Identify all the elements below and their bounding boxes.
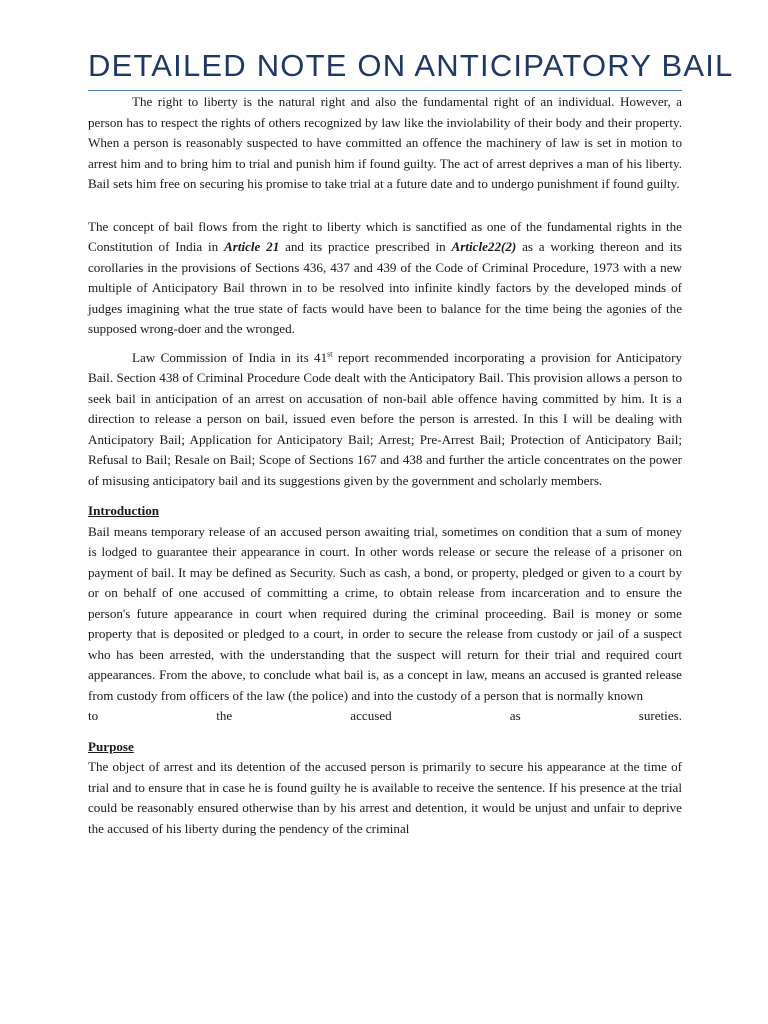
paragraph-introduction-last-line: to the accused as sureties. <box>88 708 682 723</box>
purpose-heading: Purpose <box>88 738 134 754</box>
paragraph-law-commission <box>88 348 682 492</box>
title-divider <box>88 90 682 91</box>
document-body <box>88 92 682 839</box>
page-title: DETAILED NOTE ON ANTICIPATORY BAIL <box>88 48 734 83</box>
ordinal-suffix: st <box>327 349 333 359</box>
introduction-heading: Introduction <box>88 503 160 518</box>
paragraph-liberty: The right to liberty is the natural right and also the fundamental right of an individual. However, a person has to respect the rights of others recognized by law like the inviolability of their body and their property. When a person is reasonably suspected to have committed an offence the machinery of law is set in motion to arrest him and to bring him to trial and punish him if found guilty. The act of arrest deprives a man of his liberty. Bail sets him free on securing his promise to take trial at a future date and to undergo punishment if found guilty. <box>88 94 682 191</box>
text-span: as a working thereon and its corollaries in the provisions of Sections 436, 437 and 439 of the Code of Criminal Procedure, 1973 with a new multiple of Anticipatory Bail thrown in to be resolved into infinite kindly factors by the developed minds of judges imagining what the true state of facts would have been to balance for the time being the agonies of the supposed wrong-doer and the wronged. <box>88 239 683 336</box>
text-span: and its practice prescribed in <box>279 239 452 254</box>
text-span: Law Commission of India in its 41 <box>132 349 328 365</box>
paragraph-introduction: Bail means temporary release of an accused person awaiting trial, sometimes on condition that a sum of money is lodged to guarantee their appearance in court. In other words release or secure the release of a prisoner on payment of bail. It may be defined as Security. Such as cash, a bond, or property, pledged or given to a court by or on behalf of one accused of committing a crime, to obtain release from incarceration and to ensure the person's future appearance in court when required during the criminal proceeding. Bail is money or some property that is deposited or pledged to a court, in order to secure the release from custody or jail of a suspect who has been arrested, with the understanding that the suspect will return for their trial and required court appearances. From the above, to conclude what bail is, as a concept in law, means an accused is granted release from custody from officers of the law (the police) and into the custody of a person that is normally known <box>88 523 682 703</box>
article-21-reference: Article 21 <box>223 239 280 254</box>
paragraph-concept-of-bail <box>88 217 682 340</box>
paragraph-purpose: The object of arrest and its detention of the accused person is primarily to secure his appearance at the time of trial and to ensure that in case he is found guilty he is available to receive the sentence. If his presence at the trial could be reasonably ensured otherwise than by his arrest and detention, it would be unjust and unfair to deprive the accused of his liberty during the pendency of the criminal <box>88 759 682 836</box>
text-span: The concept of bail flows from the right to liberty which is sanctified as one of the fundamental rights in the Constitution of India in <box>88 218 682 254</box>
article-22-reference: Article22(2) <box>451 239 517 254</box>
text-span: report recommended incorporating a provision for Anticipatory Bail. Section 438 of Criminal Procedure Code dealt with the Anticipatory Bail. This provision allows a person to seek bail in anticipation of an arrest on accusation of non-bail able offence having committed by him. It is a direction to release a person on bail, issued even before the person is arrested. In this I will be dealing with Anticipatory Bail; Application for Anticipatory Bail; Arrest; Pre-Arrest Bail; Protection of Anticipatory Bail; Refusal to Bail; Resale on Bail; Scope of Sections 167 and 438 and further the article concentrates on the power of misusing anticipatory bail and its suggestions given by the government and scholarly members. <box>88 349 683 488</box>
